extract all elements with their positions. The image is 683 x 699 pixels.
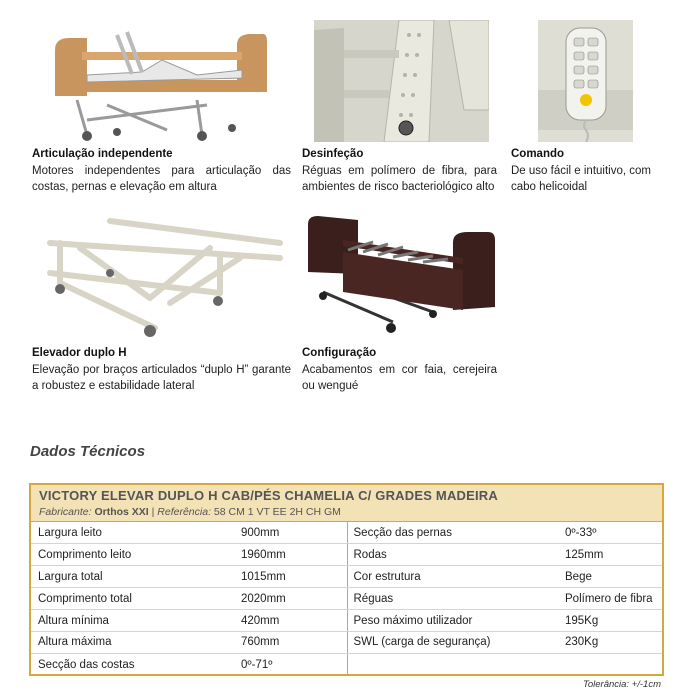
table-row — [31, 610, 662, 632]
spec-label: Altura máxima — [31, 631, 241, 653]
feature-title-articulation: Articulação independente — [32, 148, 173, 160]
spec-label: Peso máximo utilizador — [347, 610, 565, 632]
subline-separator: | — [151, 506, 155, 518]
spec-label: Cor estrutura — [347, 566, 565, 588]
spec-label: SWL (carga de segurança) — [347, 631, 565, 653]
table-row — [31, 566, 662, 588]
spec-value — [565, 653, 662, 675]
spec-value: 1015mm — [241, 566, 347, 588]
spec-value: 230Kg — [565, 631, 662, 653]
spec-label: Altura mínima — [31, 610, 241, 632]
spec-label: Secção das pernas — [347, 522, 565, 544]
spec-value: 1960mm — [241, 544, 347, 566]
feature-title-configuration: Configuração — [302, 347, 377, 359]
table-row — [31, 653, 662, 675]
reference-label: Referência: — [157, 506, 211, 518]
slats-image — [314, 20, 489, 142]
spec-value: 0º-33º — [565, 522, 662, 544]
table-row — [31, 631, 662, 653]
product-name: VICTORY ELEVAR DUPLO H CAB/PÉS CHAMELIA C/ GRADES MADEIRA — [39, 488, 498, 503]
spec-value: 0º-71º — [241, 653, 347, 675]
spec-value: 125mm — [565, 544, 662, 566]
spec-label: Secção das costas — [38, 658, 135, 671]
tolerance-note: Tolerância: +/-1cm — [582, 679, 661, 690]
feature-title-remote: Comando — [511, 148, 565, 160]
feature-desc-articulation: Motores independentes para articulação das costas, pernas e elevação em altura — [32, 165, 291, 193]
spec-value: 195Kg — [565, 610, 662, 632]
table-row — [31, 544, 662, 566]
spec-label: Largura leito — [31, 522, 241, 544]
feature-desc-configuration: Acabamentos em cor faia, cerejeira ou wengué — [302, 364, 497, 392]
feature-desc-lift: Elevação por braços articulados “duplo H” garante a robustez e estabilidade lateral — [32, 364, 291, 392]
feature-desc-remote: De uso fácil e intuitivo, com cabo helicoidal — [511, 165, 651, 193]
table-row — [31, 588, 662, 610]
double-h-lift-image — [40, 213, 285, 343]
spec-value: 900mm — [241, 522, 347, 544]
spec-value: Polímero de fibra — [565, 588, 662, 610]
spec-label: Comprimento leito — [31, 544, 241, 566]
feature-title-disinfection: Desinfeção — [302, 148, 364, 160]
configuration-bed-image — [303, 212, 498, 340]
spec-value: 760mm — [241, 631, 347, 653]
table-row — [31, 522, 662, 544]
spec-header — [31, 485, 662, 522]
feature-title-lift: Elevador duplo H — [32, 347, 127, 359]
reference-value: 58 CM 1 VT EE 2H CH GM — [213, 506, 341, 518]
spec-table — [31, 522, 662, 675]
spec-label — [347, 653, 565, 675]
spec-panel — [29, 483, 664, 676]
bed-articulation-image — [47, 20, 272, 144]
section-title: Dados Técnicos — [30, 443, 146, 460]
spec-value: Bege — [565, 566, 662, 588]
product-subline — [39, 506, 341, 518]
spec-value: 2020mm — [241, 588, 347, 610]
manufacturer-label: Fabricante: — [39, 506, 92, 518]
spec-value: 420mm — [241, 610, 347, 632]
manufacturer-value: Orthos XXI — [94, 506, 149, 518]
remote-control-image — [538, 20, 633, 142]
feature-desc-disinfection: Réguas em polímero de fibra, para ambientes de risco bacteriológico alto — [302, 165, 497, 193]
spec-label: Largura total — [31, 566, 241, 588]
spec-label: Rodas — [347, 544, 565, 566]
spec-label: Réguas — [347, 588, 565, 610]
spec-label: Comprimento total — [31, 588, 241, 610]
